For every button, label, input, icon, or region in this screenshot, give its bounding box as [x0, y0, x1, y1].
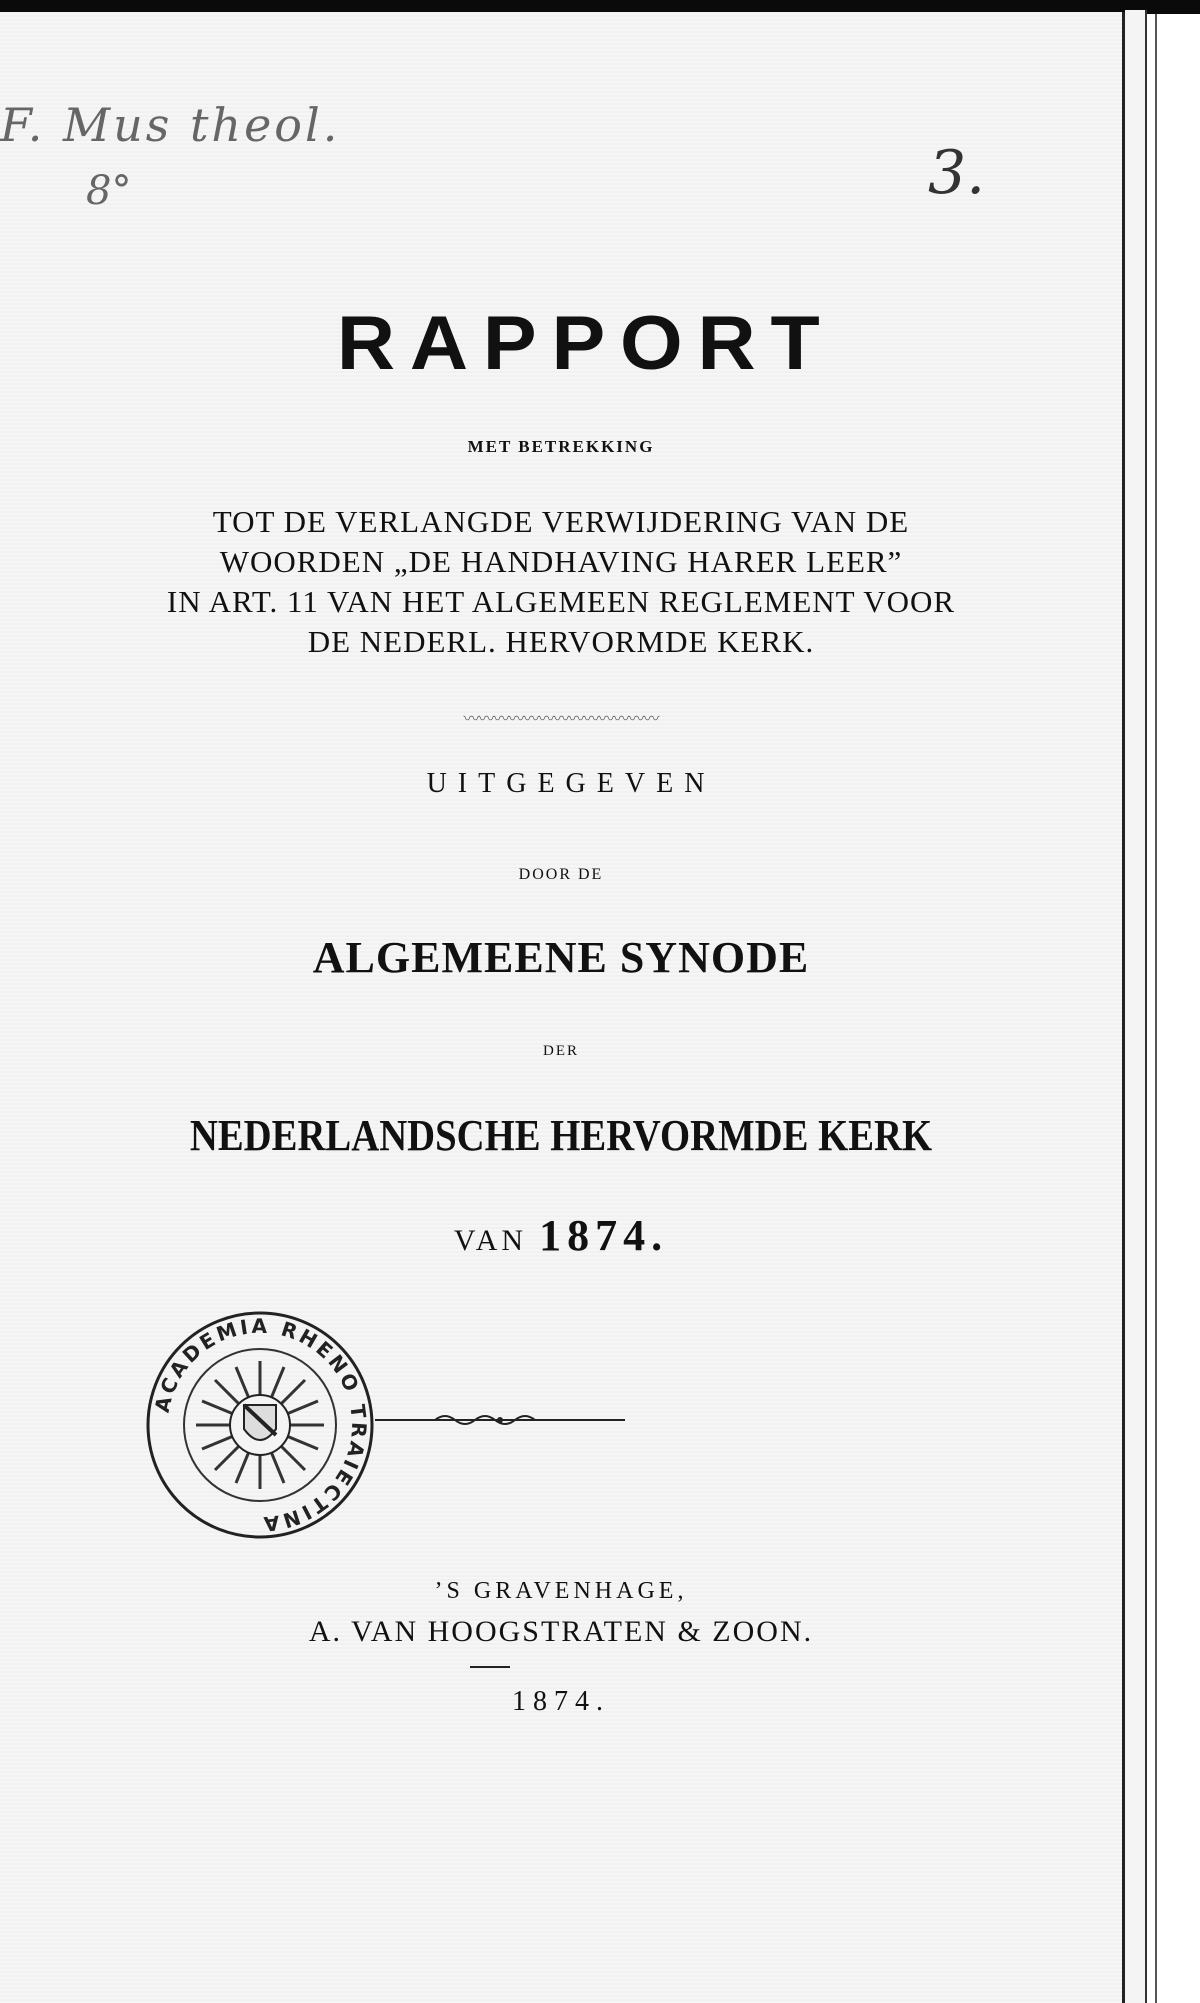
handwritten-number: 3.	[928, 138, 986, 208]
by-label: DOOR DE	[518, 866, 604, 883]
wavy-separator: 〰〰〰〰〰〰〰〰〰〰〰〰〰	[463, 711, 659, 728]
church-name: NEDERLANDSCHE HERVORMDE KERK	[189, 1111, 933, 1160]
description-line: TOT DE VERLANGDE VERWIJDERING VAN DE	[212, 504, 910, 539]
ornamental-rule	[375, 1405, 625, 1435]
imprint-publisher: A. VAN HOOGSTRATEN & ZOON.	[308, 1615, 814, 1648]
handwritten-shelfmark: F. Mus theol.	[0, 98, 341, 152]
of-label: DER	[543, 1043, 579, 1059]
van-label: VAN	[453, 1224, 528, 1257]
description-line: WOORDEN „DE HANDHAVING HARER LEER”	[219, 544, 903, 579]
subtitle-small: MET BETREKKING	[467, 437, 655, 456]
issued-label: UITGEGEVEN	[426, 768, 716, 799]
imprint-divider	[470, 1666, 510, 1668]
sun-seal-icon	[140, 1305, 380, 1545]
seal-text: ACADEMIA RHENO TRAIECTINA	[149, 1313, 372, 1537]
synod-year: 1874.	[539, 1211, 669, 1260]
description-line: IN ART. 11 VAN HET ALGEMEEN REGLEMENT VOOR	[166, 584, 956, 619]
handwritten-format: 8°	[86, 168, 132, 214]
synod-year-line	[0, 1210, 1122, 1261]
imprint-year: 1874.	[512, 1686, 610, 1717]
document-title: RAPPORT	[336, 301, 835, 386]
description-block	[0, 502, 1122, 662]
description-line: DE NEDERL. HERVORMDE KERK.	[307, 624, 815, 659]
imprint-place: ’S GRAVENHAGE,	[434, 1578, 688, 1604]
synod-name: ALGEMEENE SYNODE	[312, 933, 810, 982]
